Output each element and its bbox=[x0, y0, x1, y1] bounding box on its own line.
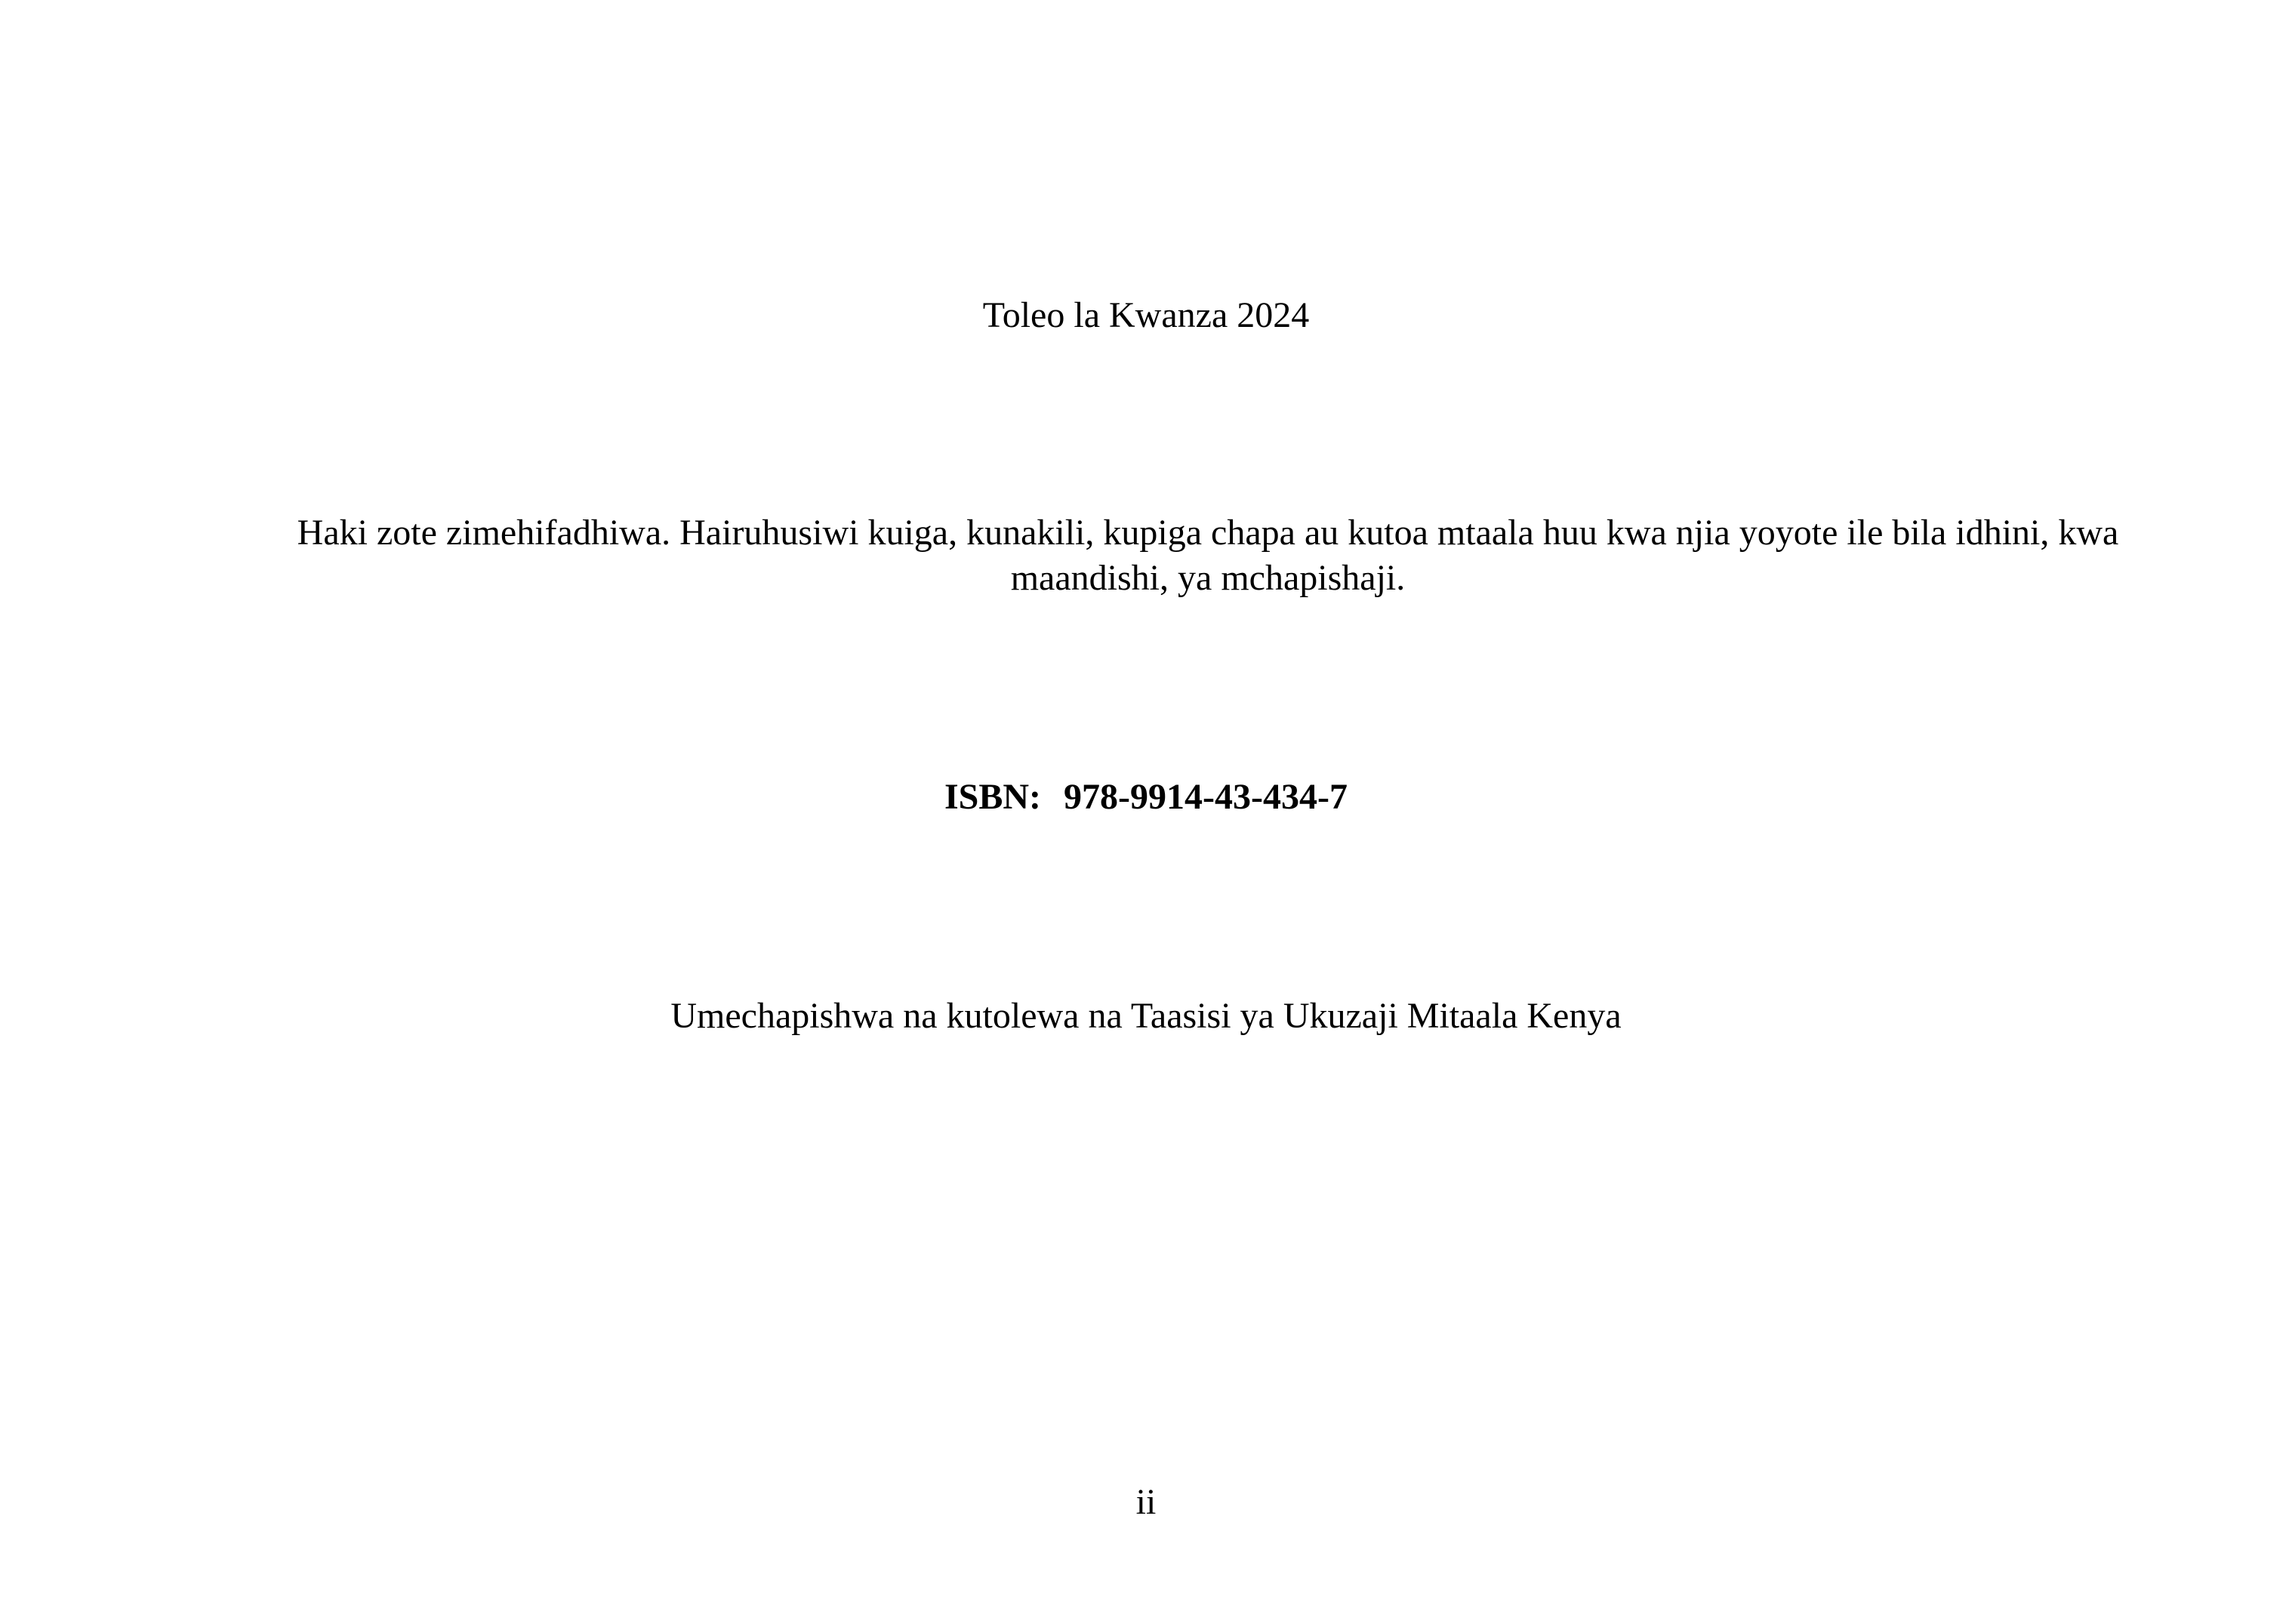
page-number: ii bbox=[1135, 1482, 1157, 1522]
isbn-value: 978-9914-43-434-7 bbox=[1064, 777, 1348, 817]
rights-notice: Haki zote zimehifadhiwa. Hairuhusiwi kuiga, kunakili, kupiga chapa au kutoa mtaala huu kwa njia yoyote ile bila idhini, kwa maandishi, ya mchapishaji. bbox=[297, 513, 2119, 598]
edition-text: Toleo la Kwanza 2024 bbox=[982, 295, 1310, 335]
isbn-label: ISBN: bbox=[944, 777, 1042, 817]
isbn-line bbox=[0, 775, 2292, 820]
publisher-line: Umechapishwa na kutolewa na Taasisi ya Ukuzaji Mitaala Kenya bbox=[670, 996, 1622, 1036]
